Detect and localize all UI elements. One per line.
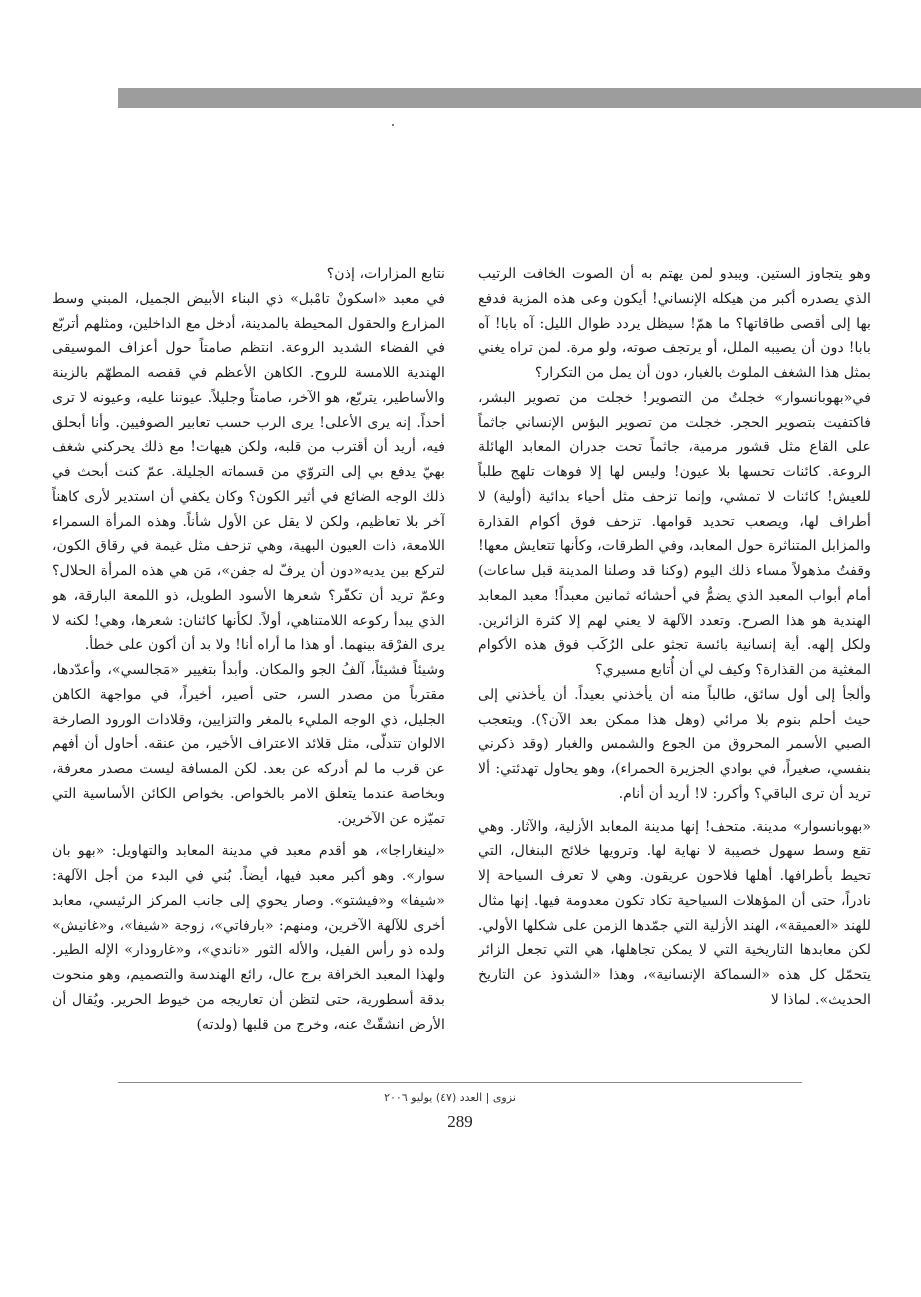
footer-issue-label: نزوى | العدد (٤٧) يوليو ٢٠٠٦ [384,1091,516,1104]
paragraph: وهو يتجاوز الستين. ويبدو لمن يهتم به أن الصوت الخافت الرتيب الذي يصدره أكبر من هيكله الإنساني! أيكون وعى هذه المزية فدفع بها إلى أقصى طاقاتها؟ ما همّ! سيظل يردد طوال الليل: آه بابا! آه بابا! دون أن يصيبه الملل، أو يرتجف صوته، ولو مرة. لمن تراه يغني بمثل هذا الشغف الملوث بالغبار، دون أن يمل من التكرار؟ [478,266,871,381]
paragraph: «بهوبانسوار» مدينة. متحف! إنها مدينة المعابد الأزلية، والآثار. وهي تقع وسط سهول خصيبة لا نهاية لها. وترويها خلائج البنغال، التي تحيط بأطرافها. أهلها فلاحون عريقون. وهي لا تعرف السياحة إلا نادراً، حتى أن المؤهلات السياحية تكاد تكون معدومة فيها. إنها مثال للهند «العميقة»، الهند الأزلية التي جمّدها الزمن على شكلها الأولي. لكن معابدها التاريخية التي لا يمكن تجاهلها، هي التي تجعل الزائر يتحمّل كل هذه «السماكة الإنسانية»، وهذا «الشذوذ عن التاريخ الحديث». لماذا لا [478,818,871,1008]
footer-divider [118,1082,802,1083]
header-mark [392,124,394,126]
page-number: 289 [447,1112,473,1131]
article-column-left [52,262,445,1032]
paragraph: وشيئاً فشيئاً، آلفُ الجو والمكان. وأبدأ بتغيير «مَجالسي»، وأعدّدها، مقترباً من مصدر السر، حتى أصير، أخيراً، في مواجهة الكاهن الجليل، ذي الوجه المليء بالمغر والتزايين، وقلادات الورود الصارخة الالوان تتدلّى، مثل قلائد الاعتراف الأخير، من عنقه. أحاول أن أفهم عن قرب ما لم أدركه عن بعد. لكن المسافة ليست مصدر معرفة، وبخاصة عندما يتعلق الامر بالخواص. بخواص الكائن الأساسية التي تميّزه عن الآخرين. [52,662,445,827]
paragraph: «لينغاراجا»، هو أقدم معبد في مدينة المعابد والتهاويل: «بهو بان سوار». وهو أكبر معبد فيها، أيضاً. بُني في البدء من أجل الآلهة: «شيفا» و«فيشتو». وصار يحوي إلى جانب المركز الرئيسي، معابد أخرى للآلهة الآخرين، ومنهم: «بارفاتي»، زوجة «شيفا»، و«غانيش» ولده ذو رأس الفيل، والأله الثور «ناندي»، و«غارودار» الإله الطير. ولهذا المعبد الخرافة برج عال، رائع الهندسة والتصميم، وهو منحوت بدقة أسطورية، حتى لتظن أن تعاريجه من خيوط الحرير. ويُقال أن الأرض انشقّتْ عنه، وخرج من قلبها (ولدته) [52,843,445,1032]
paragraph: في«بهوبانسوار» خجلتُ من التصوير! خجلت من تصوير البشر، فاكتفيت بتصوير الحجر. خجلت من تصوير البؤس الإنساني جاثماً على القاع مثل قشور مرمية، جاثماً تحت جدران المعابد الهائلة الروعة. كائنات تحسها بلا عيون! وليس لها إلا فوهات تلهج طلباً للعيش! كائنات لا تمشي، وإنما تزحف مثل أحياء بدائية (أولية) لا أطراف لها، ويصعب تحديد قوامها. تزحف فوق أكوام القذارة والمزابل المتناثرة حول المعابد، وفي الطرقات، وكأنها تتعايش معها! وقفتُ مذهولاً مساء ذلك اليوم (وكنا قد وصلنا المدينة قبل ساعات) أمام أبواب المعبد الذي يضمُّ في أحشائه ثمانين معبداً! معبد المعابد الهندية هو هذا الصرح. وتعدد الآلهة لا يعني لهم إلا كثرة الزائرين. ولكل إلهه. أية إنسانية بائسة تجثو على الرُكَب فوق هذه الأكوام المغثية من القذارة؟ وكيف لي أن أُتابع مسيري؟ [478,389,871,678]
paragraph: وألجأ إلى أول سائق، طالباً منه أن يأخذني بعيداً. أن يأخذني إلى حيث أحلم بنوم بلا مرائي (وهل هذا ممكن بعد الآن؟). ويتعجب الصبي الأسمر المحروق من الجوع والشمس والغبار (وقد ذكرني بنفسي، صغيراً، في بوادي الجزيرة الحمراء)، وهو يحاول تهدئتي: ألا تريد أن ترى الباقي؟ وأكرر: لا! أريد أن أنام. [478,686,871,802]
article-column-right [478,262,871,1032]
header-band [118,88,921,108]
paragraph: في معبد «اسكونْ تامْبل» ذي البناء الأبيض الجميل، المبني وسط المزارع والحقول المحيطة بالمدينة، أدخل مع الداخلين، ومثلهم أتربّع في الفضاء الشديد الروعة. انتظم صامتاً حول أعزاف الموسيقى الهندية اللامسة للروح. الكاهن الأعظم في قفصه المطهّم بالزينة والأساطير، يتربّع، هو الآخر، صامتاً وجليلاً. عيوننا عليه، وعيونه لا ترى أحداً. إنه يرى الأعلى! يرى الرب حسب تعابير الصوفيين. وأنا أبحلق فيه، أريد أن أقترب من قلبه، ولكن هيهات! مع ذلك يحركني شغف بهيّ يدفع بي إلى التروّي من قسماته الجليلة. عمّ كنت أبحث في ذلك الوجه الضائع في أثير الكون؟ وكان يكفي أن استدير لأرى كاهناً آخر بلا تعاظيم، ولكن لا يقل عن الأول شأناً. وهذه المرأة السمراء اللامعة، ذات العيون البهية، وهي تزحف مثل غيمة في رقاق الكون، لتركع بين يديه«دون أن يرفّ له جفن»، مَن هي هذه المرأة الحلال؟ وعمّ تريد أن تكفّر؟ شعرها الأسود الطويل، ذو اللمعة البارقة، هو الذي يبدأ ركوعه اللامتناهي، أولاً. لكأنها كائنان: شعرها، وهي! لكنه لا يرى الفرْقة بينهما. أو هذا ما أراه أنا! ولا بد أن أكون على خطأ. [52,290,445,654]
paragraph: نتابع المزارات، إذن؟ [326,266,445,282]
